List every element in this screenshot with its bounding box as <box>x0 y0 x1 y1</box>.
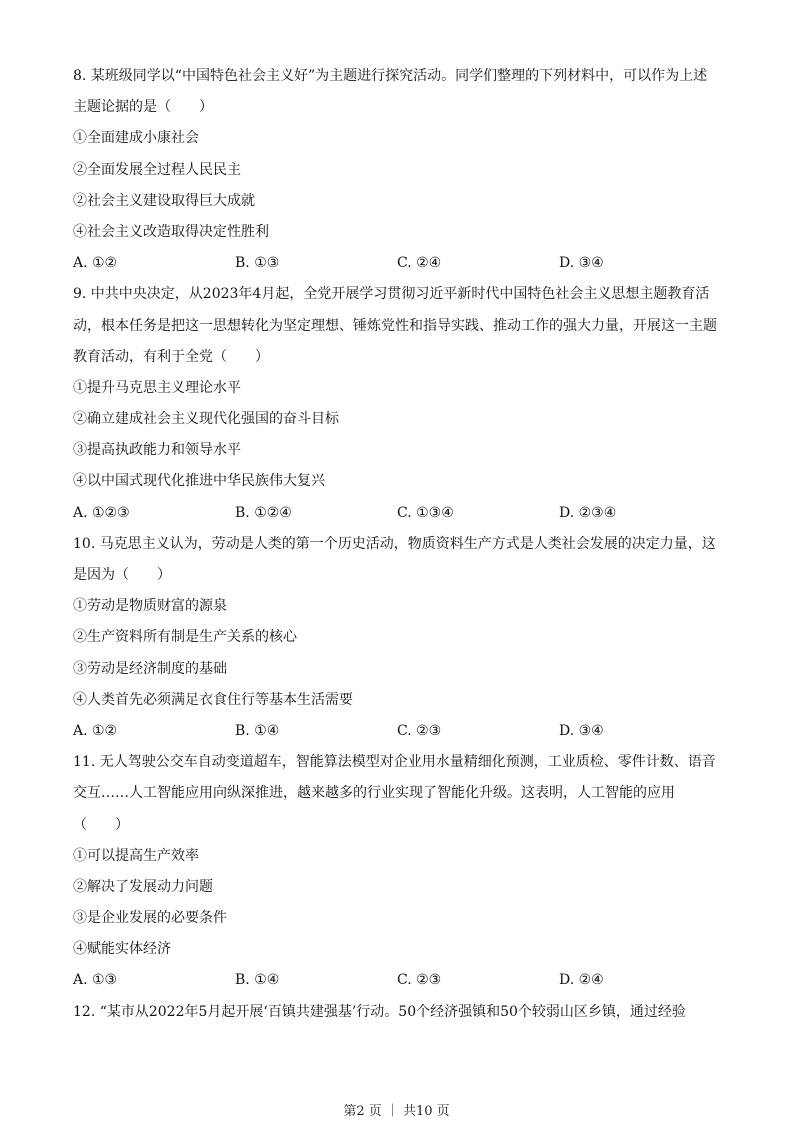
statement-item: ③劳动是经济制度的基础 <box>73 660 227 677</box>
answer-options <box>73 498 721 529</box>
answer-option: C. ②③ <box>397 722 442 739</box>
question-stem-line: 主题论据的是（ ） <box>73 99 213 116</box>
question-stem-line: 动，根本任务是把这一思想转化为坚定理想、锤炼党性和指导实践、推动工作的强大力量，开展这一主题 <box>73 317 717 334</box>
statement-item: ①全面建成小康社会 <box>73 130 199 147</box>
answer-option: C. ②③ <box>397 972 442 989</box>
question-block <box>73 61 721 279</box>
statement-item: ③提高执政能力和领导水平 <box>73 442 241 459</box>
answer-option: A. ①②③ <box>73 504 130 521</box>
question-stem-line: 12. “某市从2022年5月起开展‘百镇共建强基’行动。50个经济强镇和50个较弱山区乡镇，通过经验 <box>73 1003 686 1020</box>
question-block <box>73 747 721 997</box>
question-stem-line: 8. 某班级同学以“中国特色社会主义好”为主题进行探究活动。同学们整理的下列材料中，可以作为上述 <box>73 68 708 84</box>
question-stem-line: 9. 中共中央决定，从2023年4月起，全党开展学习贯彻习近平新时代中国特色社会主义思想主题教育活 <box>73 286 710 303</box>
answer-option: A. ①③ <box>73 972 118 989</box>
question-stem-line: 教育活动，有利于全党（ ） <box>73 348 269 365</box>
statement-item: ②全面发展全过程人民民主 <box>73 161 241 178</box>
statement-item: ①可以提高生产效率 <box>73 847 199 864</box>
question-stem-line: 是因为（ ） <box>73 567 171 583</box>
statement-item: ④以中国式现代化推进中华民族伟大复兴 <box>73 473 325 490</box>
statement-item: ①劳动是物质财富的源泉 <box>73 598 227 615</box>
statement-item: ①提升马克思主义理论水平 <box>73 379 241 396</box>
answer-option: D. ②④ <box>559 972 604 989</box>
statement-item: ③是企业发展的必要条件 <box>73 910 227 927</box>
statement-item: ④人类首先必须满足衣食住行等基本生活需要 <box>73 691 353 708</box>
answer-option: C. ②④ <box>397 255 442 272</box>
question-stem-line: （ ） <box>73 816 129 833</box>
answer-options <box>73 716 721 747</box>
statement-item: ②生产资料所有制是生产关系的核心 <box>73 629 297 646</box>
answer-options <box>73 248 721 279</box>
answer-option: D. ③④ <box>559 255 604 272</box>
answer-option: C. ①③④ <box>397 504 454 521</box>
statement-item: ②社会主义建设取得巨大成就 <box>73 192 255 209</box>
question-block <box>73 997 721 1028</box>
answer-option: B. ①④ <box>235 972 280 989</box>
answer-option: D. ③④ <box>559 722 604 739</box>
statement-item: ④赋能实体经济 <box>73 941 171 958</box>
question-block <box>73 529 721 747</box>
answer-option: A. ①② <box>73 255 118 272</box>
question-block <box>73 279 721 529</box>
answer-option: B. ①④ <box>235 722 280 739</box>
statement-item: ②确立建成社会主义现代化强国的奋斗目标 <box>73 411 339 428</box>
question-stem-line: 交互……人工智能应用向纵深推进，越来越多的行业实现了智能化升级。这表明，人工智能的应用 <box>73 785 675 802</box>
answer-option: B. ①③ <box>235 255 280 272</box>
statement-item: ④社会主义改造取得决定性胜利 <box>73 223 269 240</box>
answer-option: D. ②③④ <box>559 504 617 521</box>
answer-option: B. ①②④ <box>235 504 292 521</box>
page-footer: 第2 页 ｜ 共10 页 <box>343 1104 450 1119</box>
answer-options <box>73 965 721 996</box>
question-stem-line: 11. 无人驾驶公交车自动变道超车，智能算法模型对企业用水量精细化预测，工业质检、零件计数、语音 <box>73 754 716 771</box>
statement-item: ②解决了发展动力问题 <box>73 878 213 895</box>
question-list <box>73 61 721 1028</box>
answer-option: A. ①② <box>73 722 118 739</box>
question-stem-line: 10. 马克思主义认为，劳动是人类的第一个历史活动，物质资料生产方式是人类社会发展的决定力量，这 <box>73 535 716 552</box>
